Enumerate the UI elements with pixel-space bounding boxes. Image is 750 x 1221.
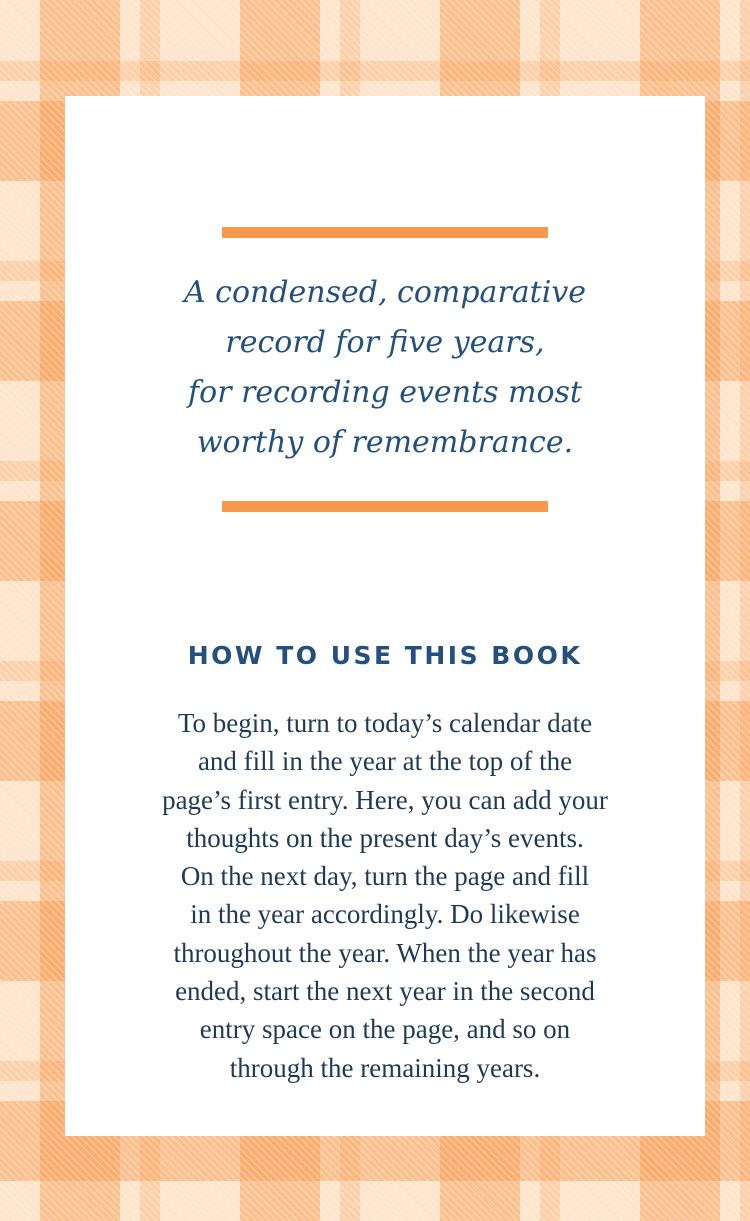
instructions-line: throughout the year. When the year has [173, 937, 597, 968]
section-heading: HOW TO USE THIS BOOK [187, 641, 583, 670]
instructions-line: ended, start the next year in the second [175, 976, 595, 1007]
instructions-paragraph [75, 704, 695, 1087]
tagline-line: record for five years, [225, 325, 545, 360]
instructions-line: page’s first entry. Here, you can add your [162, 784, 608, 815]
content-panel [65, 96, 705, 1136]
bottom-divider [222, 501, 548, 512]
top-divider [222, 227, 548, 238]
instructions-line: through the remaining years. [229, 1052, 541, 1083]
instructions-line: entry space on the page, and so on [199, 1014, 571, 1045]
instructions-line: and fill in the year at the top of the [197, 746, 573, 777]
tagline-line: for recording events most [188, 375, 582, 410]
instructions-line: To begin, turn to today’s calendar date [177, 708, 593, 738]
tagline [85, 268, 685, 468]
instructions-line: thoughts on the present day’s events. [186, 822, 584, 853]
tagline-line: worthy of remembrance. [196, 425, 574, 460]
tagline-line: A condensed, comparative [183, 275, 587, 310]
instructions-line: in the year accordingly. Do likewise [190, 899, 580, 930]
instructions-line: On the next day, turn the page and fill [180, 861, 590, 892]
